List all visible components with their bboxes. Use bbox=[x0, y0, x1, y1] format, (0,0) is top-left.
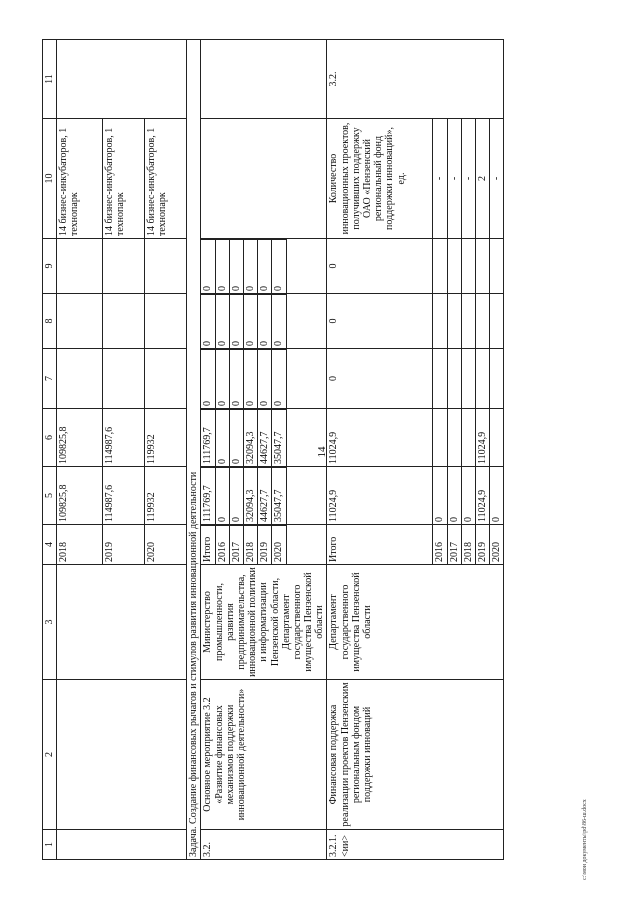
value-cell: 0 bbox=[201, 240, 215, 294]
value-cell: 0 bbox=[229, 468, 243, 525]
value-cell: 35047,7 bbox=[272, 468, 286, 525]
value-cell: 0 bbox=[272, 240, 286, 294]
value-cell: 0 bbox=[243, 295, 257, 349]
value-cell: 35047,7 bbox=[272, 410, 286, 467]
value-cell: 32094,3 bbox=[243, 468, 257, 525]
program-table bbox=[42, 39, 504, 860]
value-cell: 32094,3 bbox=[243, 410, 257, 467]
indicator-cell: - bbox=[490, 119, 504, 239]
col-header: 4 bbox=[43, 525, 57, 565]
year-cell: 2018 bbox=[461, 525, 475, 565]
col-header: 3 bbox=[43, 565, 57, 680]
indicator-cell: 14 бизнес-инкубаторов, 1 технопарк bbox=[145, 119, 187, 239]
year-cell: 2017 bbox=[229, 526, 243, 565]
value-cell: 0 bbox=[272, 295, 286, 349]
year-cell: Итого bbox=[201, 526, 215, 565]
value-cell: 0 bbox=[447, 467, 461, 525]
value-cell: 109825,8 bbox=[57, 467, 103, 525]
col-header: 10 bbox=[43, 119, 57, 239]
indicator-cell: 14 бизнес-инкубаторов, 1 технопарк bbox=[103, 119, 145, 239]
col-header: 8 bbox=[43, 294, 57, 349]
table-row bbox=[57, 40, 103, 860]
value-cell: 0 bbox=[243, 350, 257, 409]
row-number: 3.2.1. <ии> bbox=[327, 830, 504, 860]
value-cell: 44627,7 bbox=[258, 468, 272, 525]
value-cell: 0 bbox=[229, 350, 243, 409]
value-cell: 0 bbox=[243, 240, 257, 294]
value-cell: 0 bbox=[327, 294, 433, 349]
value-cell: 11024,9 bbox=[476, 409, 490, 467]
indicator-cell: - bbox=[433, 119, 447, 239]
value-cell: 0 bbox=[215, 410, 229, 467]
year-cell: 2018 bbox=[57, 525, 103, 565]
year-cell: 2019 bbox=[103, 525, 145, 565]
value-cell: 0 bbox=[258, 350, 272, 409]
page-number: 14 bbox=[316, 446, 328, 458]
row-number: 3.2. bbox=[201, 830, 327, 860]
col-header: 2 bbox=[43, 680, 57, 830]
year-cell: 2020 bbox=[490, 525, 504, 565]
value-cell: 0 bbox=[272, 350, 286, 409]
value-cell: 0 bbox=[490, 467, 504, 525]
value-cell: 11024,9 bbox=[327, 467, 433, 525]
value-cell: 0 bbox=[258, 240, 272, 294]
col-header: 5 bbox=[43, 467, 57, 525]
value-cell: 0 bbox=[215, 295, 229, 349]
value-cell: 109825,8 bbox=[57, 409, 103, 467]
column-number-row bbox=[43, 40, 57, 860]
col-header: 9 bbox=[43, 239, 57, 294]
task-heading-row bbox=[187, 40, 201, 860]
indicator-cell: - bbox=[447, 119, 461, 239]
value-cell: 111769,7 bbox=[201, 410, 215, 467]
value-cell: 44627,7 bbox=[258, 410, 272, 467]
reference-cell: 3.2. bbox=[327, 40, 504, 119]
year-cell: 2016 bbox=[433, 525, 447, 565]
value-cell: 119932 bbox=[145, 467, 187, 525]
year-cell: 2019 bbox=[476, 525, 490, 565]
year-cell: Итого bbox=[327, 525, 433, 565]
col-header: 11 bbox=[43, 40, 57, 119]
col-header: 7 bbox=[43, 349, 57, 409]
value-cell: 0 bbox=[461, 467, 475, 525]
value-cell: 11024,9 bbox=[327, 409, 433, 467]
table-row bbox=[327, 40, 433, 860]
value-cell: 0 bbox=[215, 350, 229, 409]
value-cell: 11024,9 bbox=[476, 467, 490, 525]
value-cell: 114987,6 bbox=[103, 409, 145, 467]
indicator-cell: - bbox=[461, 119, 475, 239]
year-cell: 2017 bbox=[447, 525, 461, 565]
table-row bbox=[201, 40, 327, 860]
value-cell: 0 bbox=[433, 467, 447, 525]
value-cell: 111769,7 bbox=[201, 468, 215, 525]
value-cell: 0 bbox=[215, 240, 229, 294]
year-cell: 2019 bbox=[258, 526, 272, 565]
value-cell: 0 bbox=[327, 239, 433, 294]
year-cell: 2018 bbox=[243, 526, 257, 565]
task-heading: Задача. Создание финансовых рычагов и стимулов развития инновационной деятельности bbox=[187, 40, 201, 860]
value-cell: 114987,6 bbox=[103, 467, 145, 525]
value-cell: 0 bbox=[215, 468, 229, 525]
indicator-cell: 14 бизнес-инкубаторов, 1 технопарк bbox=[57, 119, 103, 239]
footer-path: c:\мои документы\pd\86-ш.docx bbox=[582, 799, 588, 880]
executor-cell: Департамент государственного имущества Пензенской области bbox=[327, 565, 504, 680]
indicator-cell: Количество инновационных проектов, получивших поддержку ОАО «Пензенский региональный фонд поддержки инноваций», ед. bbox=[327, 119, 433, 239]
col-header: 6 bbox=[43, 409, 57, 467]
value-cell: 0 bbox=[201, 295, 215, 349]
indicator-cell: 2 bbox=[476, 119, 490, 239]
value-cell: 0 bbox=[258, 295, 272, 349]
rotated-table-page bbox=[42, 40, 607, 860]
value-cell: 0 bbox=[229, 410, 243, 467]
year-cell: 2020 bbox=[145, 525, 187, 565]
activity-name: Основное мероприятие 3.2 «Развитие финансовых механизмов поддержки инновационной деятельности» bbox=[201, 680, 327, 830]
activity-name: Финансовая поддержка реализации проектов Пензенским региональным фондом поддержки инноваций bbox=[327, 680, 504, 830]
value-cell: 119932 bbox=[145, 409, 187, 467]
executor-cell: Министерство промышленности, развития предпринимательства, инновационной политики и информатизации Пензенской области, Департамент государственного имущества Пензенской области bbox=[201, 565, 327, 680]
year-cell: 2020 bbox=[272, 526, 286, 565]
value-cell: 0 bbox=[327, 349, 433, 409]
value-cell: 0 bbox=[229, 295, 243, 349]
value-cell: 0 bbox=[201, 350, 215, 409]
value-cell: 0 bbox=[229, 240, 243, 294]
col-header: 1 bbox=[43, 830, 57, 860]
year-cell: 2016 bbox=[215, 526, 229, 565]
